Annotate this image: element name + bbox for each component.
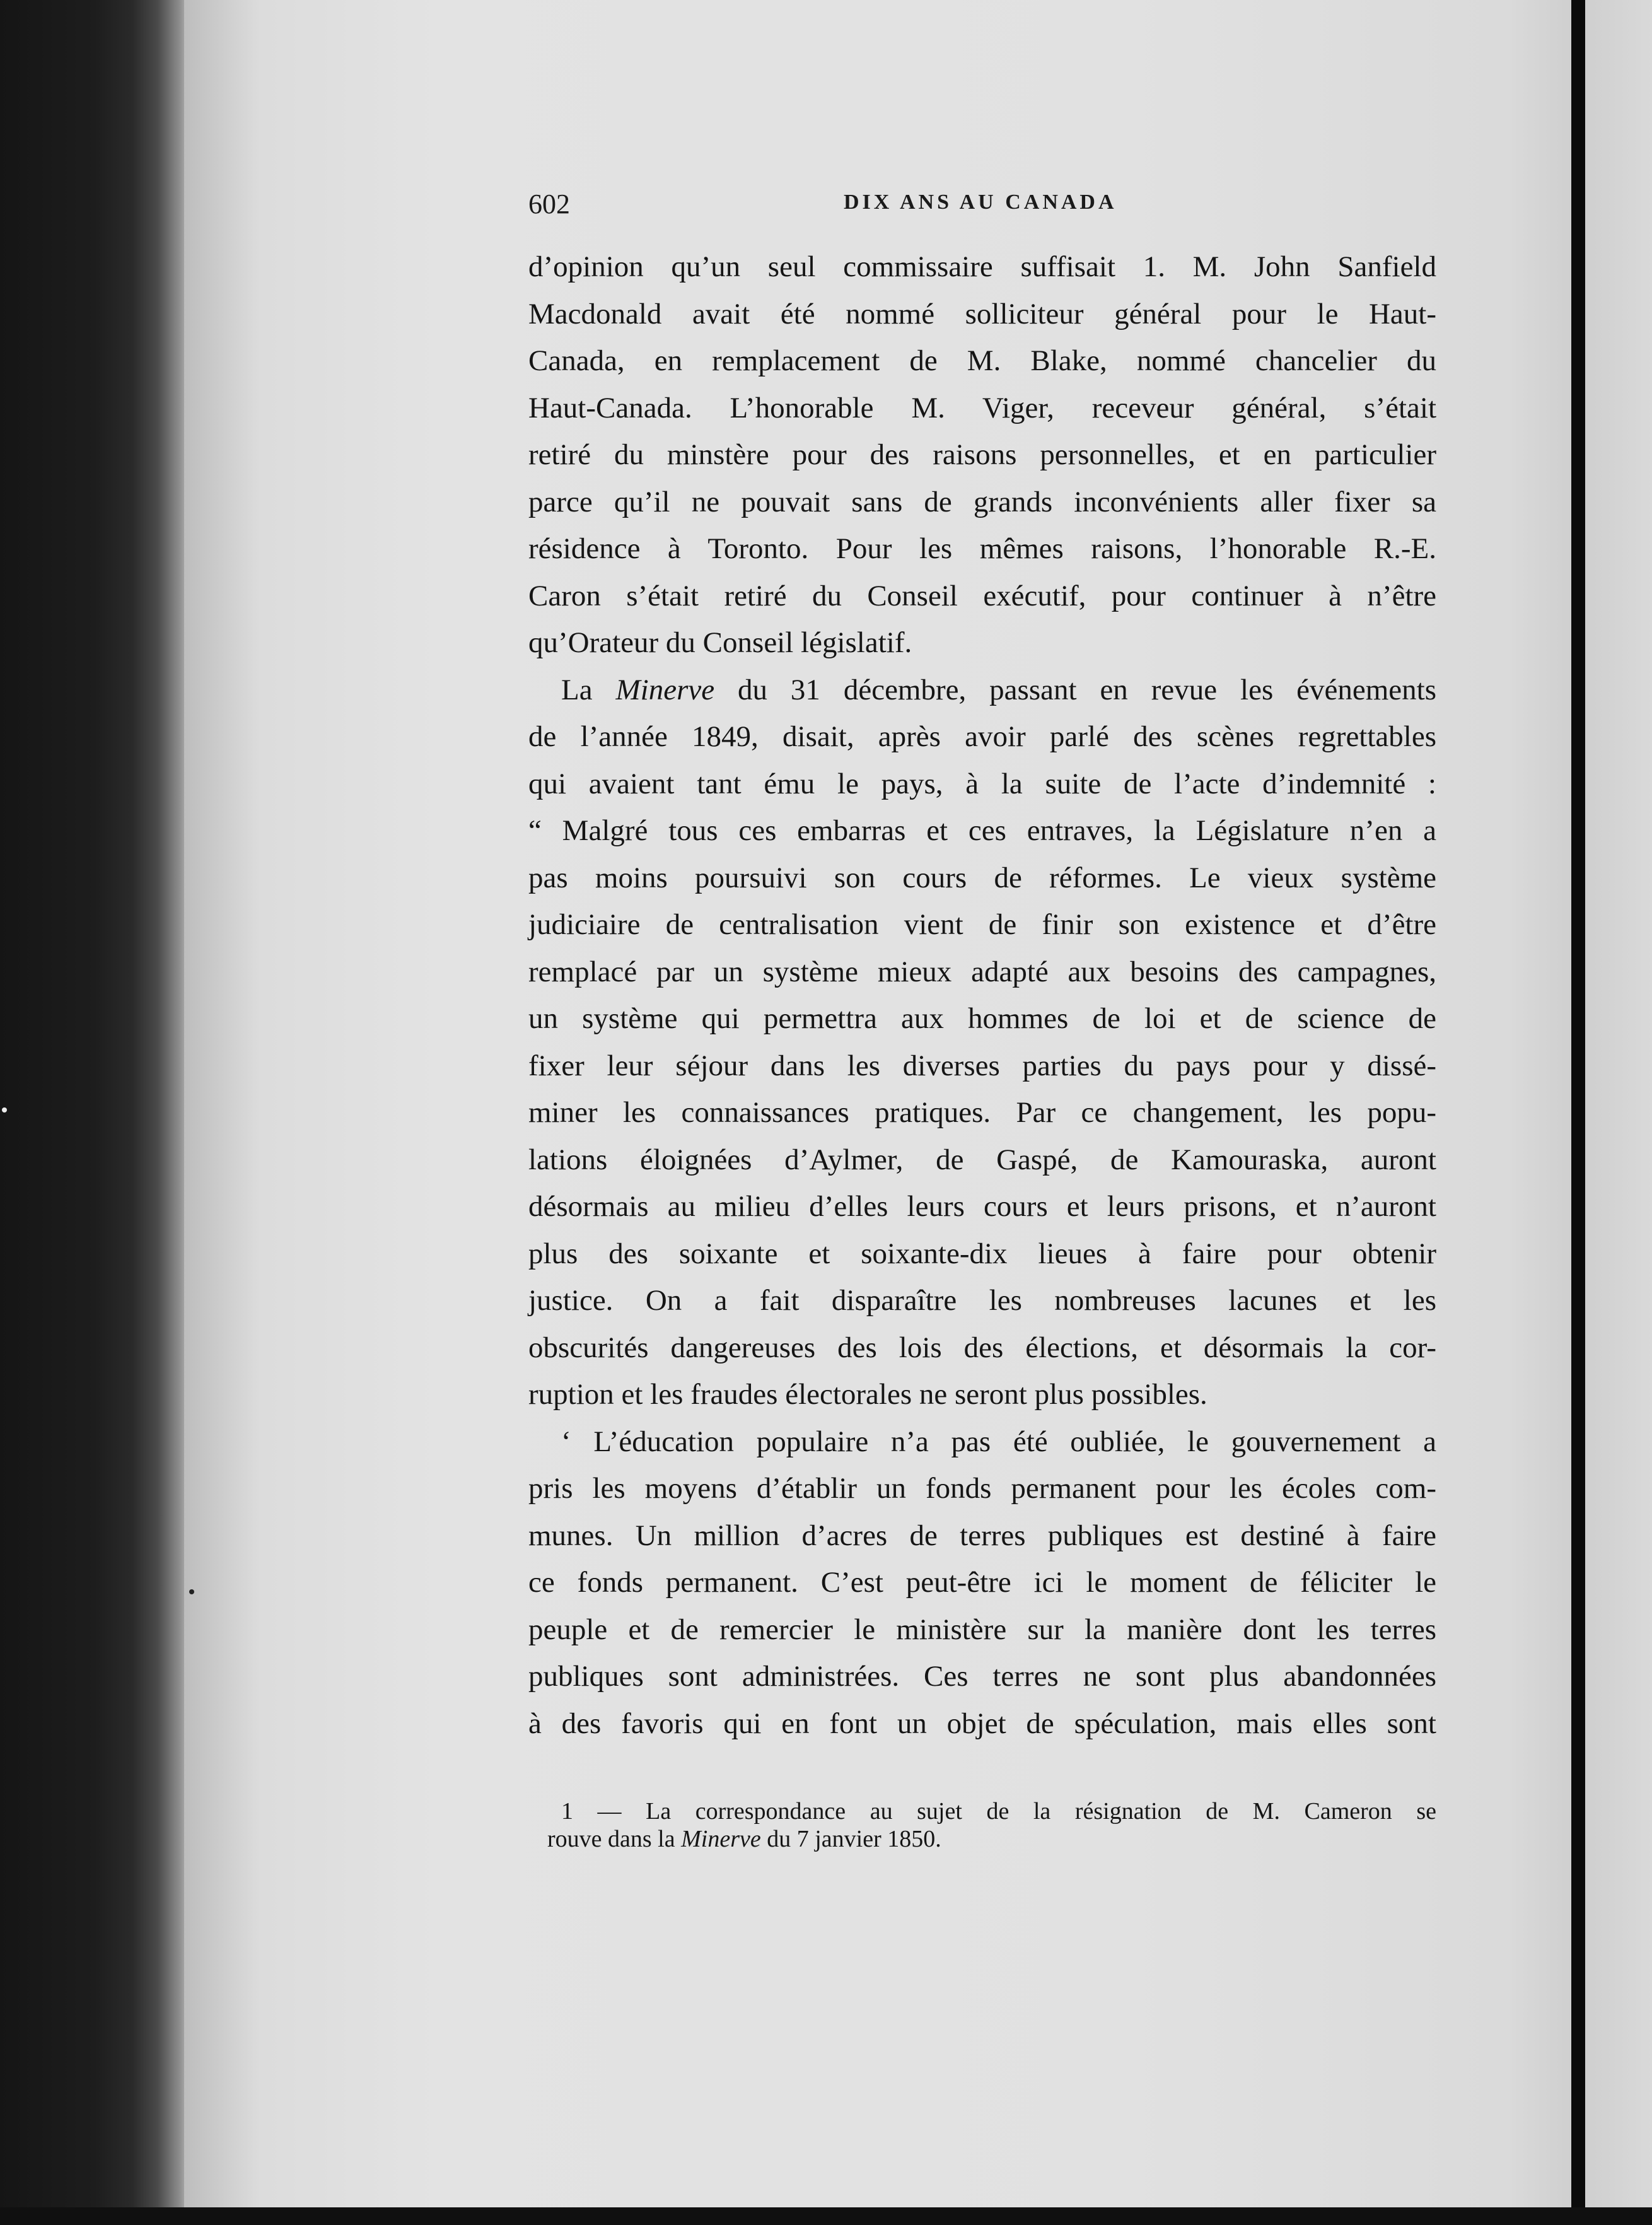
text-line: ce fonds permanent. C’est peut-être ici le moment de féliciter le (528, 1566, 1436, 1599)
text-line: pris les moyens d’établir un fonds permanent pour les écoles com- (528, 1472, 1436, 1505)
text-line: d’opinion qu’un seul commissaire suffisait 1. M. John Sanfield (528, 250, 1436, 283)
text-line: Macdonald avait été nommé solliciteur général pour le Haut- (528, 297, 1436, 330)
text-line: munes. Un million d’acres de terres publiques est destiné à faire (528, 1519, 1436, 1552)
text-line: résidence à Toronto. Pour les mêmes raisons, l’honorable R.-E. (528, 532, 1436, 565)
text-line: miner les connaissances pratiques. Par ce changement, les popu- (528, 1096, 1436, 1129)
text-line: lations éloignées d’Aylmer, de Gaspé, de Kamouraska, auront (528, 1143, 1436, 1176)
text-line: parce qu’il ne pouvait sans de grands inconvénients aller fixer sa (528, 485, 1436, 518)
text-line: qu’Orateur du Conseil législatif. (528, 626, 912, 659)
text-line: Haut-Canada. L’honorable M. Viger, receveur général, s’était (528, 391, 1436, 424)
text-line: judiciaire de centralisation vient de finir son existence et d’être (528, 908, 1436, 941)
text-line: qui avaient tant ému le pays, à la suite de l’acte d’indemnité : (528, 767, 1436, 800)
text-line: publiques sont administrées. Ces terres ne sont plus abandonnées (528, 1660, 1436, 1693)
running-head (528, 188, 1436, 226)
footnote-line: 1 — La correspondance au sujet de la résignation de M. Cameron se (561, 1798, 1436, 1825)
paper-speck (2, 1107, 7, 1112)
text-line: désormais au milieu d’elles leurs cours et leurs prisons, et n’auront (528, 1190, 1436, 1223)
paper-speck (189, 1589, 194, 1594)
text-line: de l’année 1849, disait, après avoir parlé des scènes regrettables (528, 720, 1436, 753)
text-line: Caron s’était retiré du Conseil exécutif, pour continuer à n’être (528, 579, 1436, 612)
footnote (547, 1797, 1436, 1853)
text-line: ‘ L’éducation populaire n’a pas été oubliée, le gouvernement a (561, 1425, 1436, 1458)
body-text (528, 243, 1436, 1747)
text-line: plus des soixante et soixante-dix lieues à faire pour obtenir (528, 1237, 1436, 1270)
scan-bottom-edge (0, 2207, 1652, 2225)
adjacent-page-edge (1585, 0, 1652, 2225)
book-binding-edge (0, 0, 189, 2225)
text-line: ruption et les fraudes électorales ne seront plus possibles. (528, 1378, 1207, 1411)
page-number: 602 (528, 189, 570, 219)
footnote-line: rouve dans la Minerve du 7 janvier 1850. (547, 1826, 941, 1852)
text-line: remplacé par un système mieux adapté aux besoins des campagnes, (528, 955, 1436, 988)
text-line: Canada, en remplacement de M. Blake, nommé chancelier du (528, 344, 1436, 377)
page-gutter-shadow (1571, 0, 1585, 2225)
text-line: obscurités dangereuses des lois des élections, et désormais la cor- (528, 1331, 1436, 1364)
text-line: un système qui permettra aux hommes de loi et de science de (528, 1002, 1436, 1035)
text-line: “ Malgré tous ces embarras et ces entraves, la Législature n’en a (528, 814, 1436, 847)
running-title: DIX ANS AU CANADA (844, 190, 1117, 214)
text-line: justice. On a fait disparaître les nombreuses lacunes et les (528, 1284, 1436, 1317)
text-line: La Minerve du 31 décembre, passant en revue les événements (561, 673, 1436, 706)
text-line: retiré du minstère pour des raisons personnelles, et en particulier (528, 438, 1436, 471)
text-line: à des favoris qui en font un objet de spéculation, mais elles sont (528, 1707, 1436, 1740)
text-line: peuple et de remercier le ministère sur la manière dont les terres (528, 1613, 1436, 1646)
text-line: pas moins poursuivi son cours de réformes. Le vieux système (528, 861, 1436, 894)
text-line: fixer leur séjour dans les diverses parties du pays pour y dissé- (528, 1049, 1436, 1082)
